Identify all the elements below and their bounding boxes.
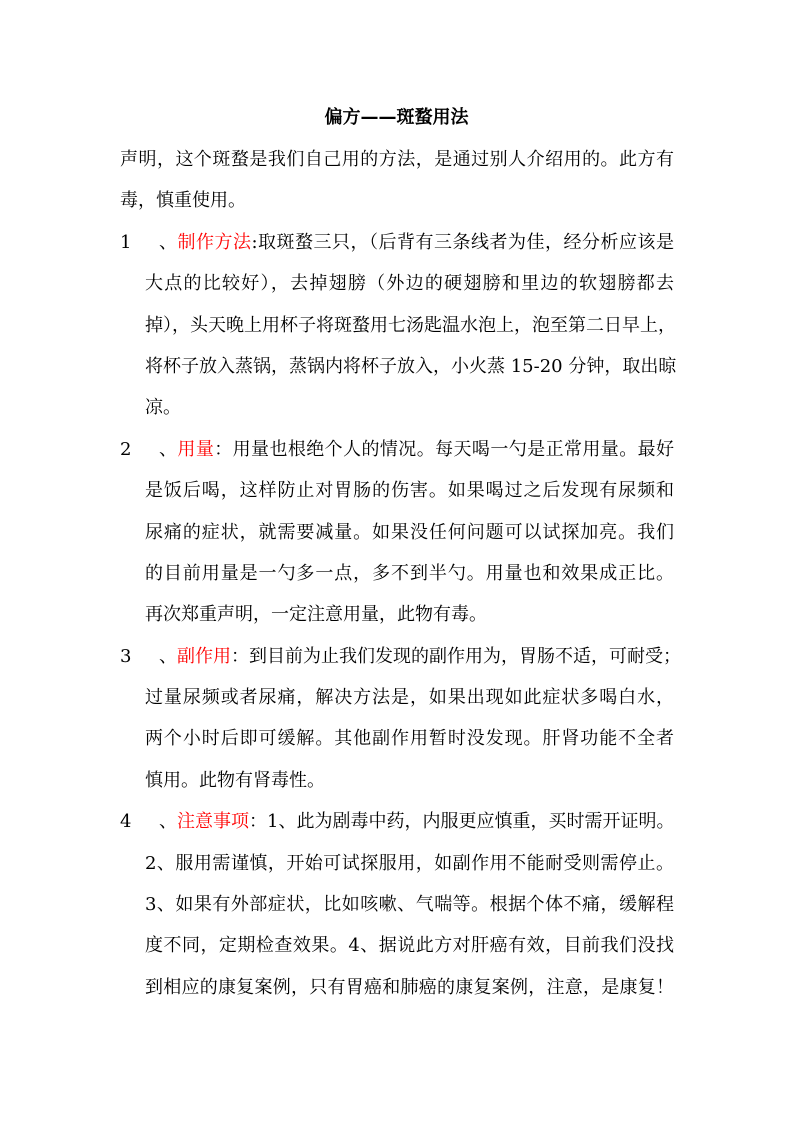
item-4-first-line <box>120 801 674 842</box>
item-line: 大点的比较好），去掉翅膀（外边的硬翅膀和里边的软翅膀都去 <box>145 273 674 295</box>
item-line: 是饭后喝，这样防止对胃肠的伤害。如果喝过之后发现有尿频和 <box>145 480 674 502</box>
item-number: 4、 <box>120 811 177 833</box>
item-line: 再次郑重声明，一定注意用量，此物有毒。 <box>145 604 487 626</box>
document-body <box>120 139 681 1008</box>
item-text: ：用量也根绝个人的情况。每天喝一勺是正常用量。最好 <box>214 438 675 460</box>
item-line: 2、服用需谨慎，开始可试探服用，如副作用不能耐受则需停止。 <box>145 852 674 874</box>
item-line: 凉。 <box>145 397 181 419</box>
document-title: 偏方——斑蝥用法 <box>324 107 469 128</box>
item-label: 用量 <box>177 438 215 460</box>
intro-line: 声明，这个斑蝥是我们自己用的方法，是通过别人介绍用的。此方有 <box>120 149 674 170</box>
item-line: 掉），头天晚上用杯子将斑蝥用七汤匙温水泡上，泡至第二日早上， <box>145 314 676 336</box>
item-text: :取斑蝥三只，（后背有三条线者为佳，经分析应该是 <box>251 231 675 253</box>
item-line: 到相应的康复案例，只有胃癌和肺癌的康复案例，注意，是康复！ <box>145 976 674 998</box>
intro-line: 毒，慎重使用。 <box>120 190 246 212</box>
item-number: 1、 <box>120 231 177 253</box>
item-line: 慎用。此物有肾毒性。 <box>145 769 325 791</box>
item-line: 尿痛的症状，就需要减量。如果没任何问题可以试探加亮。我们 <box>145 521 674 543</box>
item-line: 3、如果有外部症状，比如咳嗽、气喘等。根据个体不痛，缓解程 <box>145 894 674 916</box>
item-label: 注意事项 <box>177 811 249 833</box>
item-line: 的目前用量是一勺多一点，多不到半勺。用量也和效果成正比。 <box>145 562 674 584</box>
item-number: 3、 <box>120 645 177 667</box>
item-text: ：到目前为止我们发现的副作用为，胃肠不适，可耐受； <box>231 645 681 667</box>
item-number: 2、 <box>120 438 177 460</box>
item-line: 过量尿频或者尿痛，解决方法是，如果出现如此症状多喝白水， <box>145 687 674 709</box>
item-text: ：1、此为剧毒中药，内服更应慎重，买时需开证明。 <box>249 811 675 833</box>
item-line: 将杯子放入蒸锅，蒸锅内将杯子放入，小火蒸 15-20 分钟，取出晾 <box>145 355 677 377</box>
item-1-first-line <box>120 222 674 263</box>
item-2-first-line <box>120 429 674 470</box>
item-line: 两个小时后即可缓解。其他副作用暂时没发现。肝肾功能不全者 <box>145 728 674 750</box>
item-line: 度不同，定期检查效果。4、据说此方对肝癌有效，目前我们没找 <box>145 935 674 957</box>
item-label: 制作方法 <box>177 231 252 253</box>
item-label: 副作用 <box>177 645 231 667</box>
item-3-first-line <box>120 636 681 677</box>
